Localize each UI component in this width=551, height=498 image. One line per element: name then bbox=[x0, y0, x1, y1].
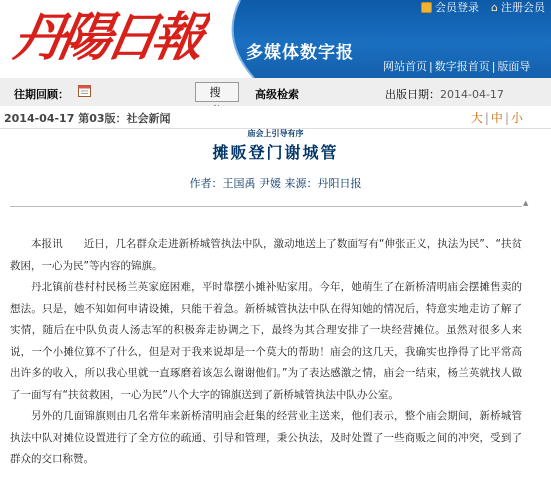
font-size-separator: | bbox=[484, 111, 489, 125]
issue-info: 2014-04-17 第03版：社会新闻 bbox=[4, 112, 171, 125]
nav-site-home[interactable]: 网站首页 bbox=[383, 60, 427, 73]
article-paragraph: 本报讯 近日，几名群众走进新桥城管执法中队，激动地送上了数面写有“伸张正义，执法为民”、“扶贫救困，一心为民”等内容的锦旗。 bbox=[10, 238, 522, 272]
article-paragraph: 丹北镇前巷村村民杨兰英家庭困难，平时靠摆小摊补贴家用。今年，她萌生了在新桥清明庙会摆摊售卖的想法。只是，她不知如何申请设摊，只能干着急。新桥城管执法中队在得知她的情况后，特意实地走访了解了实情，随后在中队负责人汤志军的积极奔走协调之下，最终为其合理安排了一块经营摊位。虽然对很多人来说，一个小摊位算不了什么，但是对于我来说却是一个莫大的帮助！庙会的这几天，我确实也挣得了比平常高出许多的收入，所以我心里就一直琢磨着该怎么谢谢他们。”为了表达感激之情，庙会一结束，杨兰英就找人做了一面写有“扶贫救困，一心为民”八个大字的锦旗送到了新桥城管执法中队办公室。 bbox=[10, 281, 522, 401]
nav-page-guide[interactable]: 版面导 bbox=[497, 60, 531, 73]
search-button[interactable]: 搜 bbox=[195, 82, 239, 102]
article-byline: 作者：王国禹 尹媛 来源：丹阳日报 bbox=[189, 177, 362, 190]
newspaper-logo[interactable]: 丹陽日報 bbox=[8, 7, 204, 68]
home-icon: ⌂ bbox=[491, 0, 498, 14]
advanced-search-link[interactable]: 高级检索 bbox=[255, 88, 299, 101]
site-header bbox=[0, 0, 551, 78]
calendar-icon[interactable] bbox=[78, 84, 91, 97]
nav-separator: | bbox=[491, 60, 496, 73]
publish-date bbox=[385, 86, 504, 102]
member-login-link[interactable] bbox=[415, 0, 485, 14]
font-size-small[interactable]: 小 bbox=[510, 111, 523, 125]
logo-area bbox=[0, 0, 222, 78]
nav-separator: | bbox=[429, 60, 433, 73]
register-member-link[interactable] bbox=[485, 0, 551, 14]
article-divider bbox=[10, 206, 522, 207]
publish-date-value: 2014-04-17 bbox=[440, 88, 504, 101]
top-links bbox=[415, 0, 551, 14]
article-kicker: 庙会上引导有序 bbox=[247, 129, 304, 138]
history-label: 往期回顾： bbox=[14, 88, 69, 101]
issue-bar bbox=[0, 106, 551, 129]
site-subtitle: 多媒体数字报 bbox=[246, 43, 354, 63]
font-size-switcher bbox=[471, 109, 523, 126]
font-size-large[interactable]: 大 bbox=[470, 111, 483, 125]
article-body bbox=[10, 234, 522, 471]
nav-links bbox=[383, 58, 530, 74]
publish-date-label: 出版日期： bbox=[385, 88, 440, 101]
article-headline: 摊贩登门谢城管 bbox=[212, 143, 339, 162]
article-paragraph: 另外的几面锦旗则由几名常年来新桥清明庙会赶集的经营业主送来，他们表示，整个庙会期间，新桥城管执法中队对摊位设置进行了全方位的疏通、引导和管理，秉公执法，及时处置了一些商贩之间的冲突，受到了群众的交口称赞。 bbox=[10, 410, 522, 465]
nav-digital-home[interactable]: 数字报首页 bbox=[434, 60, 490, 73]
font-size-medium[interactable]: 中 bbox=[490, 111, 503, 125]
scroll-up-arrow-icon[interactable]: ▲ bbox=[523, 199, 529, 207]
member-login-label: 会员登录 bbox=[435, 1, 480, 14]
gold-square-icon bbox=[421, 2, 432, 13]
font-size-separator: | bbox=[504, 111, 509, 125]
register-member-label: 注册会员 bbox=[501, 1, 545, 14]
